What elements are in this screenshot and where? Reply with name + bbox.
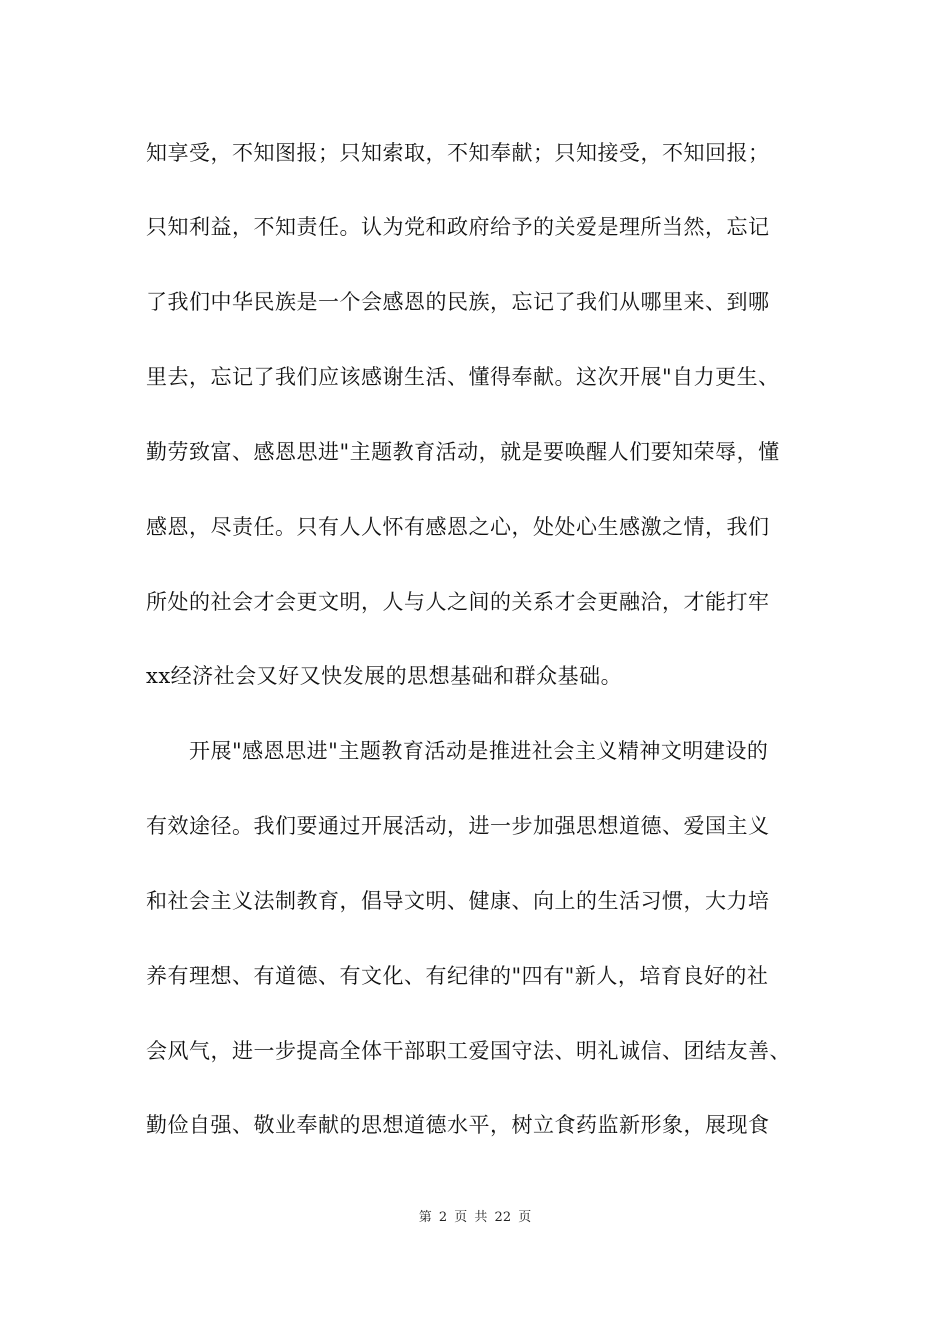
text-line: 感恩，尽责任。只有人人怀有感恩之心，处处心生感激之情，我们 [146, 515, 770, 539]
paragraph-first-line: 开展"感恩思进"主题教育活动是推进社会主义精神文明建设的 [189, 739, 769, 763]
page-number-footer: 第 2 页 共 22 页 [418, 1210, 532, 1225]
text-line: 和社会主义法制教育，倡导文明、健康、向上的生活习惯，大力培 [146, 889, 770, 913]
text-line: 会风气，进一步提高全体干部职工爱国守法、明礼诚信、团结友善、 [146, 1039, 791, 1063]
text-line: 有效途径。我们要通过开展活动，进一步加强思想道德、爱国主义 [146, 814, 770, 838]
text-line: 勤俭自强、敬业奉献的思想道德水平，树立食药监新形象，展现食 [146, 1113, 770, 1137]
text-line: 养有理想、有道德、有文化、有纪律的"四有"新人，培育良好的社 [146, 964, 769, 988]
text-line: 所处的社会才会更文明，人与人之间的关系才会更融洽，才能打牢 [146, 590, 770, 614]
text-line: xx经济社会又好又快发展的思想基础和群众基础。 [146, 664, 623, 688]
text-line: 了我们中华民族是一个会感恩的民族，忘记了我们从哪里来、到哪 [146, 290, 770, 314]
text-line: 只知利益，不知责任。认为党和政府给予的关爱是理所当然，忘记 [146, 215, 770, 239]
text-line: 知享受，不知图报；只知索取，不知奉献；只知接受，不知回报； [146, 141, 770, 165]
text-line: 里去，忘记了我们应该感谢生活、懂得奉献。这次开展"自力更生、 [146, 365, 780, 389]
text-line: 勤劳致富、感恩思进"主题教育活动，就是要唤醒人们要知荣辱，懂 [146, 440, 780, 464]
